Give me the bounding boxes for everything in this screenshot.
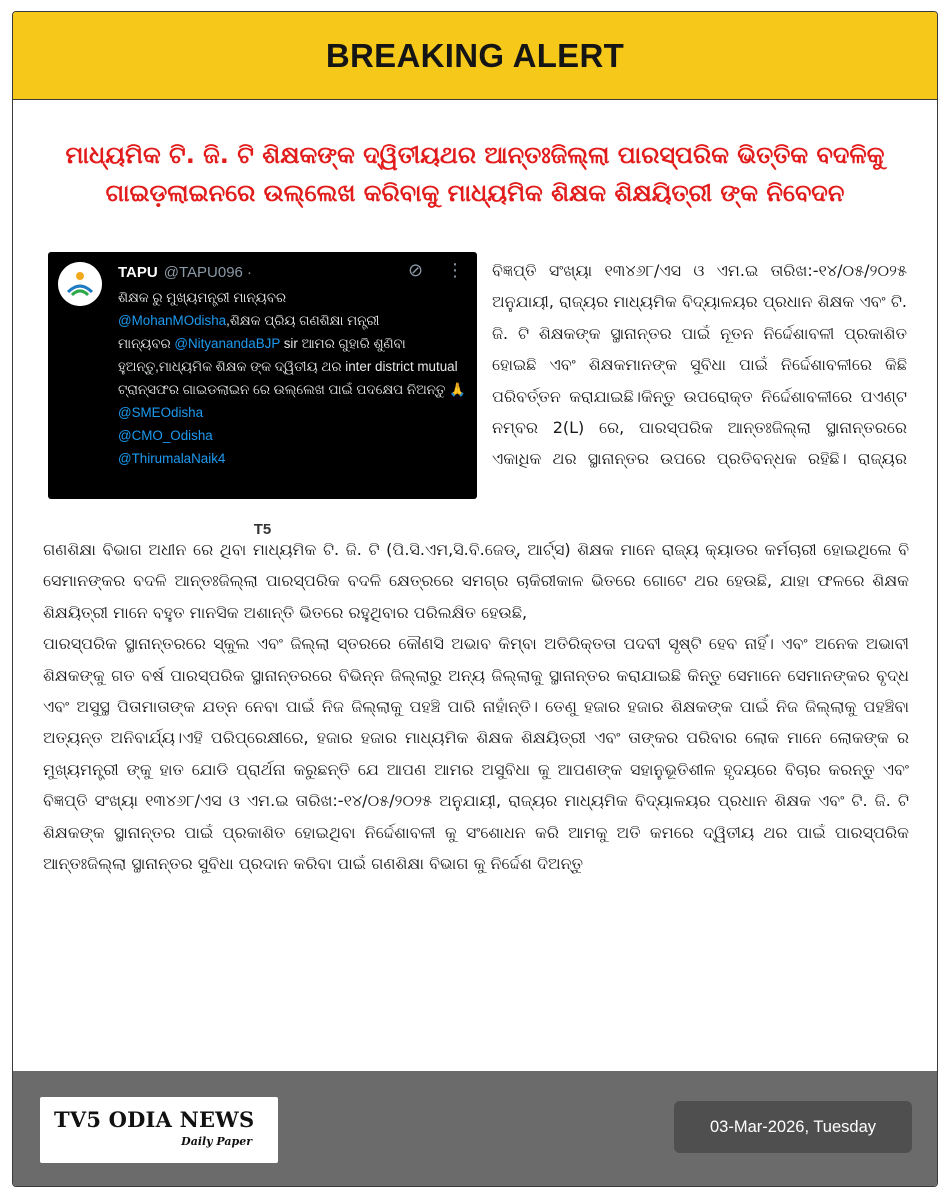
headline: [23, 136, 927, 212]
tweet-text-1: ଶିକ୍ଷକ ରୁ ମୁଖ୍ୟମନ୍ତ୍ରୀ ମାନ୍ୟବର: [118, 290, 287, 305]
tweet-text-3: ମାନ୍ୟବର: [118, 336, 175, 351]
mention-link[interactable]: @SMEOdisha: [118, 405, 204, 420]
tweet-caption: T5: [253, 521, 272, 538]
headline-line-1: ମାଧ୍ୟମିକ ଟି. ଜି. ଟି ଶିକ୍ଷକଙ୍କ ଦ୍ୱିତୀୟଥର ଆନ୍ତଃଜିଲ୍ଲା ପାରସ୍ପରିକ ଭିତ୍ତିକ ବଦଳିକୁ: [65, 141, 885, 169]
footer: [13, 1071, 937, 1186]
grok-icon[interactable]: ⊘: [408, 260, 424, 281]
banner-title: BREAKING ALERT: [325, 36, 625, 74]
tweet-screenshot: [48, 252, 477, 499]
article-paragraph: ପାରସ୍ପରିକ ସ୍ଥାନାନ୍ତରରେ ସ୍କୁଲ ଏବଂ ଜିଲ୍ଲା ସ୍ତରରେ କୌଣସି ଅଭାବ କିମ୍ବା ଅତିରିକ୍ତତା ପଦବୀ ସୃଷ୍ଟି ହେବ ନାହିଁ। ଏବଂ ଅନେକ ଅଭାବୀ ଶିକ୍ଷକଙ୍କୁ ଗତ ବର୍ଷ ପାରସ୍ପରିକ ସ୍ଥାନାନ୍ତରରେ ବିଭିନ୍ନ ଜିଲ୍ଲାରୁ ଅନ୍ୟ ଜିଲ୍ଲାକୁ ସ୍ଥାନାନ୍ତର କରାଯାଇଛି କିନ୍ତୁ ସେମାନେ ସେମାନଙ୍କର ବୃଦ୍ଧ ଏବଂ ଅସୁସ୍ଥ ପିତାମାତାଙ୍କ ଯତ୍ନ ନେବା ପାଇଁ ନିଜ ଜିଲ୍ଲାକୁ ପହଞ୍ଚି ପାରି ନାହାଁନ୍ତି। ତେଣୁ ହଜାର ହଜାର ଶିକ୍ଷକଙ୍କ ପାଇଁ ନିଜ ଜିଲ୍ଲାକୁ ପହଞ୍ଚିବା ଅତ୍ୟନ୍ତ ଅନିବାର୍ଯ୍ୟ।ଏହି ପରିପ୍ରେକ୍ଷୀରେ, ହଜାର ହଜାର ମାଧ୍ୟମିକ ଶିକ୍ଷକ ଶିକ୍ଷୟିତ୍ରୀ ଏବଂ ତାଙ୍କର ପରିବାର ଲୋକ ମାନେ ଲୋକଙ୍କ ର ମୁଖ୍ୟମନ୍ତ୍ରୀ ଙ୍କୁ ହାତ ଯୋଡି ପ୍ରାର୍ଥନା କରୁଛନ୍ତି ଯେ ଆପଣ ଆମର ଅସୁବିଧା କୁ ଆପଣଙ୍କ ସହାନୁଭୂତିଶୀଳ ହୃଦୟରେ ବିଚାର କରନ୍ତୁ ଏବଂ ବିଜ୍ଞପ୍ତି ସଂଖ୍ୟା ୧୩୪୬୮/ଏସ ଓ ଏମ.ଇ ତାରିଖ:-୧୪/୦୫/୨୦୨୫ ଅନୁଯାୟୀ, ରାଜ୍ୟର ମାଧ୍ୟମିକ ବିଦ୍ୟାଳୟର ପ୍ରଧାନ ଶିକ୍ଷକ ଏବଂ ଟି. ଜି. ଟି ଶିକ୍ଷକଙ୍କ ସ୍ଥାନାନ୍ତର ପାଇଁ ପ୍ରକାଶିତ ହୋଇଥିବା ନିର୍ଦ୍ଦେଶାବଳୀ କୁ ସଂଶୋଧନ କରି ଆମକୁ ଅତି କମରେ ଦ୍ୱିତୀୟ ଥର ପାଇଁ ପାରସ୍ପରିକ ଆନ୍ତଃଜିଲ୍ଲା ସ୍ଥାନାନ୍ତର ସୁବିଧା ପ୍ରଦାନ କରିବା ପାଇଁ ଗଣଶିକ୍ଷା ବିଭାଗ କୁ ନିର୍ଦ୍ଦେଶ ଦିଅନ୍ତୁ: [43, 634, 909, 874]
tweet-author: [118, 264, 252, 281]
article-intro: [492, 255, 907, 475]
tweet-text-2: ,ଶିକ୍ଷକ ପ୍ରିୟ ଗଣଶିକ୍ଷା ମନ୍ତ୍ରୀ: [226, 313, 380, 328]
tweet-text-4: sir ଆମର ଗୁହାରି ଶୁଣିବା ହୁଅନ୍ତୁ,ମାଧ୍ୟମିକ ଶିକ୍ଷକ ଙ୍କ ଦ୍ୱିତୀୟ ଥର inter district mutual ଟ୍ରାନ୍ସଫର ଗାଇଡଲାଇନ ରେ ଉଲ୍ଲେଖ ପାଇଁ ପଦକ୍ଷେପ ନିଅନ୍ତୁ 🙏: [118, 336, 466, 397]
breaking-banner: [13, 12, 937, 100]
logo-subtitle: Daily Paper: [181, 1135, 252, 1148]
article-body: [43, 534, 909, 879]
avatar: [58, 262, 102, 306]
mention-link[interactable]: @MohanMOdisha: [118, 313, 227, 328]
more-icon[interactable]: ⋮: [446, 260, 464, 281]
tweet-author-handle: @TAPU096 ·: [163, 264, 253, 281]
article-paragraph: ଗଣଶିକ୍ଷା ବିଭାଗ ଅଧୀନ ରେ ଥିବା ମାଧ୍ୟମିକ ଟି. ଜି. ଟି (ପି.ସି.ଏମ,ସି.ବି.ଜେଡ୍, ଆର୍ଟ୍ସ) ଶିକ୍ଷକ ମାନେ ରାଜ୍ୟ କ୍ୟାଡର କର୍ମଚାରୀ ହୋଇଥିଲେ ବି ସେମାନଙ୍କର ବଦଳି ଆନ୍ତଃଜିଲ୍ଲା ପାରସ୍ପରିକ ବଦଳି କ୍ଷେତ୍ରରେ ସମଗ୍ର ଚାକିରୀକାଳ ଭିତରେ ଗୋଟେ ଥର ହେଉଛି, ଯାହା ଫଳରେ ଶିକ୍ଷକ ଶିକ୍ଷୟିତ୍ରୀ ମାନେ ବହୁତ ମାନସିକ ଅଶାନ୍ତି ଭିତରେ ରହୁଥିବାର ପରିଲକ୍ଷିତ ହେଉଛି,: [43, 540, 909, 622]
tweet-text: [118, 286, 468, 470]
headline-line-2: ଗାଇଡ଼ଲାଇନରେ ଉଲ୍ଲେଖ କରିବାକୁ ମାଧ୍ୟମିକ ଶିକ୍ଷକ ଶିକ୍ଷୟିତ୍ରୀ ଙ୍କ ନିବେଦନ: [105, 179, 845, 207]
article-intro-text: ବିଜ୍ଞପ୍ତି ସଂଖ୍ୟା ୧୩୪୬୮/ଏସ ଓ ଏମ.ଇ ତାରିଖ:-୧୪/୦୫/୨୦୨୫ ଅନୁଯାୟୀ, ରାଜ୍ୟର ମାଧ୍ୟମିକ ବିଦ୍ୟାଳୟର ପ୍ରଧାନ ଶିକ୍ଷକ ଏବଂ ଟି. ଜି. ଟି ଶିକ୍ଷକଙ୍କ ସ୍ଥାନାନ୍ତର ପାଇଁ ନୂତନ ନିର୍ଦ୍ଦେଶାବଳୀ ପ୍ରକାଶିତ ହୋଇଛି ଏବଂ ଶିକ୍ଷକମାନଙ୍କ ସୁବିଧା ପାଇଁ ନିର୍ଦ୍ଦେଶାବଳୀରେ କିଛି ପରିବର୍ତ୍ତନ କରାଯାଇଛି।କିନ୍ତୁ ଉପରୋକ୍ତ ନିର୍ଦ୍ଦେଶାବଳୀରେ ପଏଣ୍ଟ ନମ୍ବର 2(L) ରେ, ପାରସ୍ପରିକ ଆନ୍ତଃଜିଲ୍ଲା ସ୍ଥାନାନ୍ତରରେ ଏକାଧିକ ଥର ସ୍ଥାନାନ୍ତର ଉପରେ ପ୍ରତିବନ୍ଧକ ରହିଛି। ରାଜ୍ୟର: [492, 261, 907, 469]
mention-link[interactable]: @ThirumalaNaik4: [118, 451, 226, 466]
logo-title: TV5 ODIA NEWS: [54, 1107, 255, 1132]
publisher-logo: [40, 1097, 278, 1163]
mention-link[interactable]: @NityanandaBJP: [174, 336, 281, 351]
news-card: [12, 11, 938, 1187]
date-badge: 03-Mar-2026, Tuesday: [674, 1101, 912, 1153]
tweet-figure: [48, 252, 477, 538]
mention-link[interactable]: @CMO_Odisha: [118, 428, 213, 443]
tweet-author-name: TAPU: [118, 264, 158, 281]
